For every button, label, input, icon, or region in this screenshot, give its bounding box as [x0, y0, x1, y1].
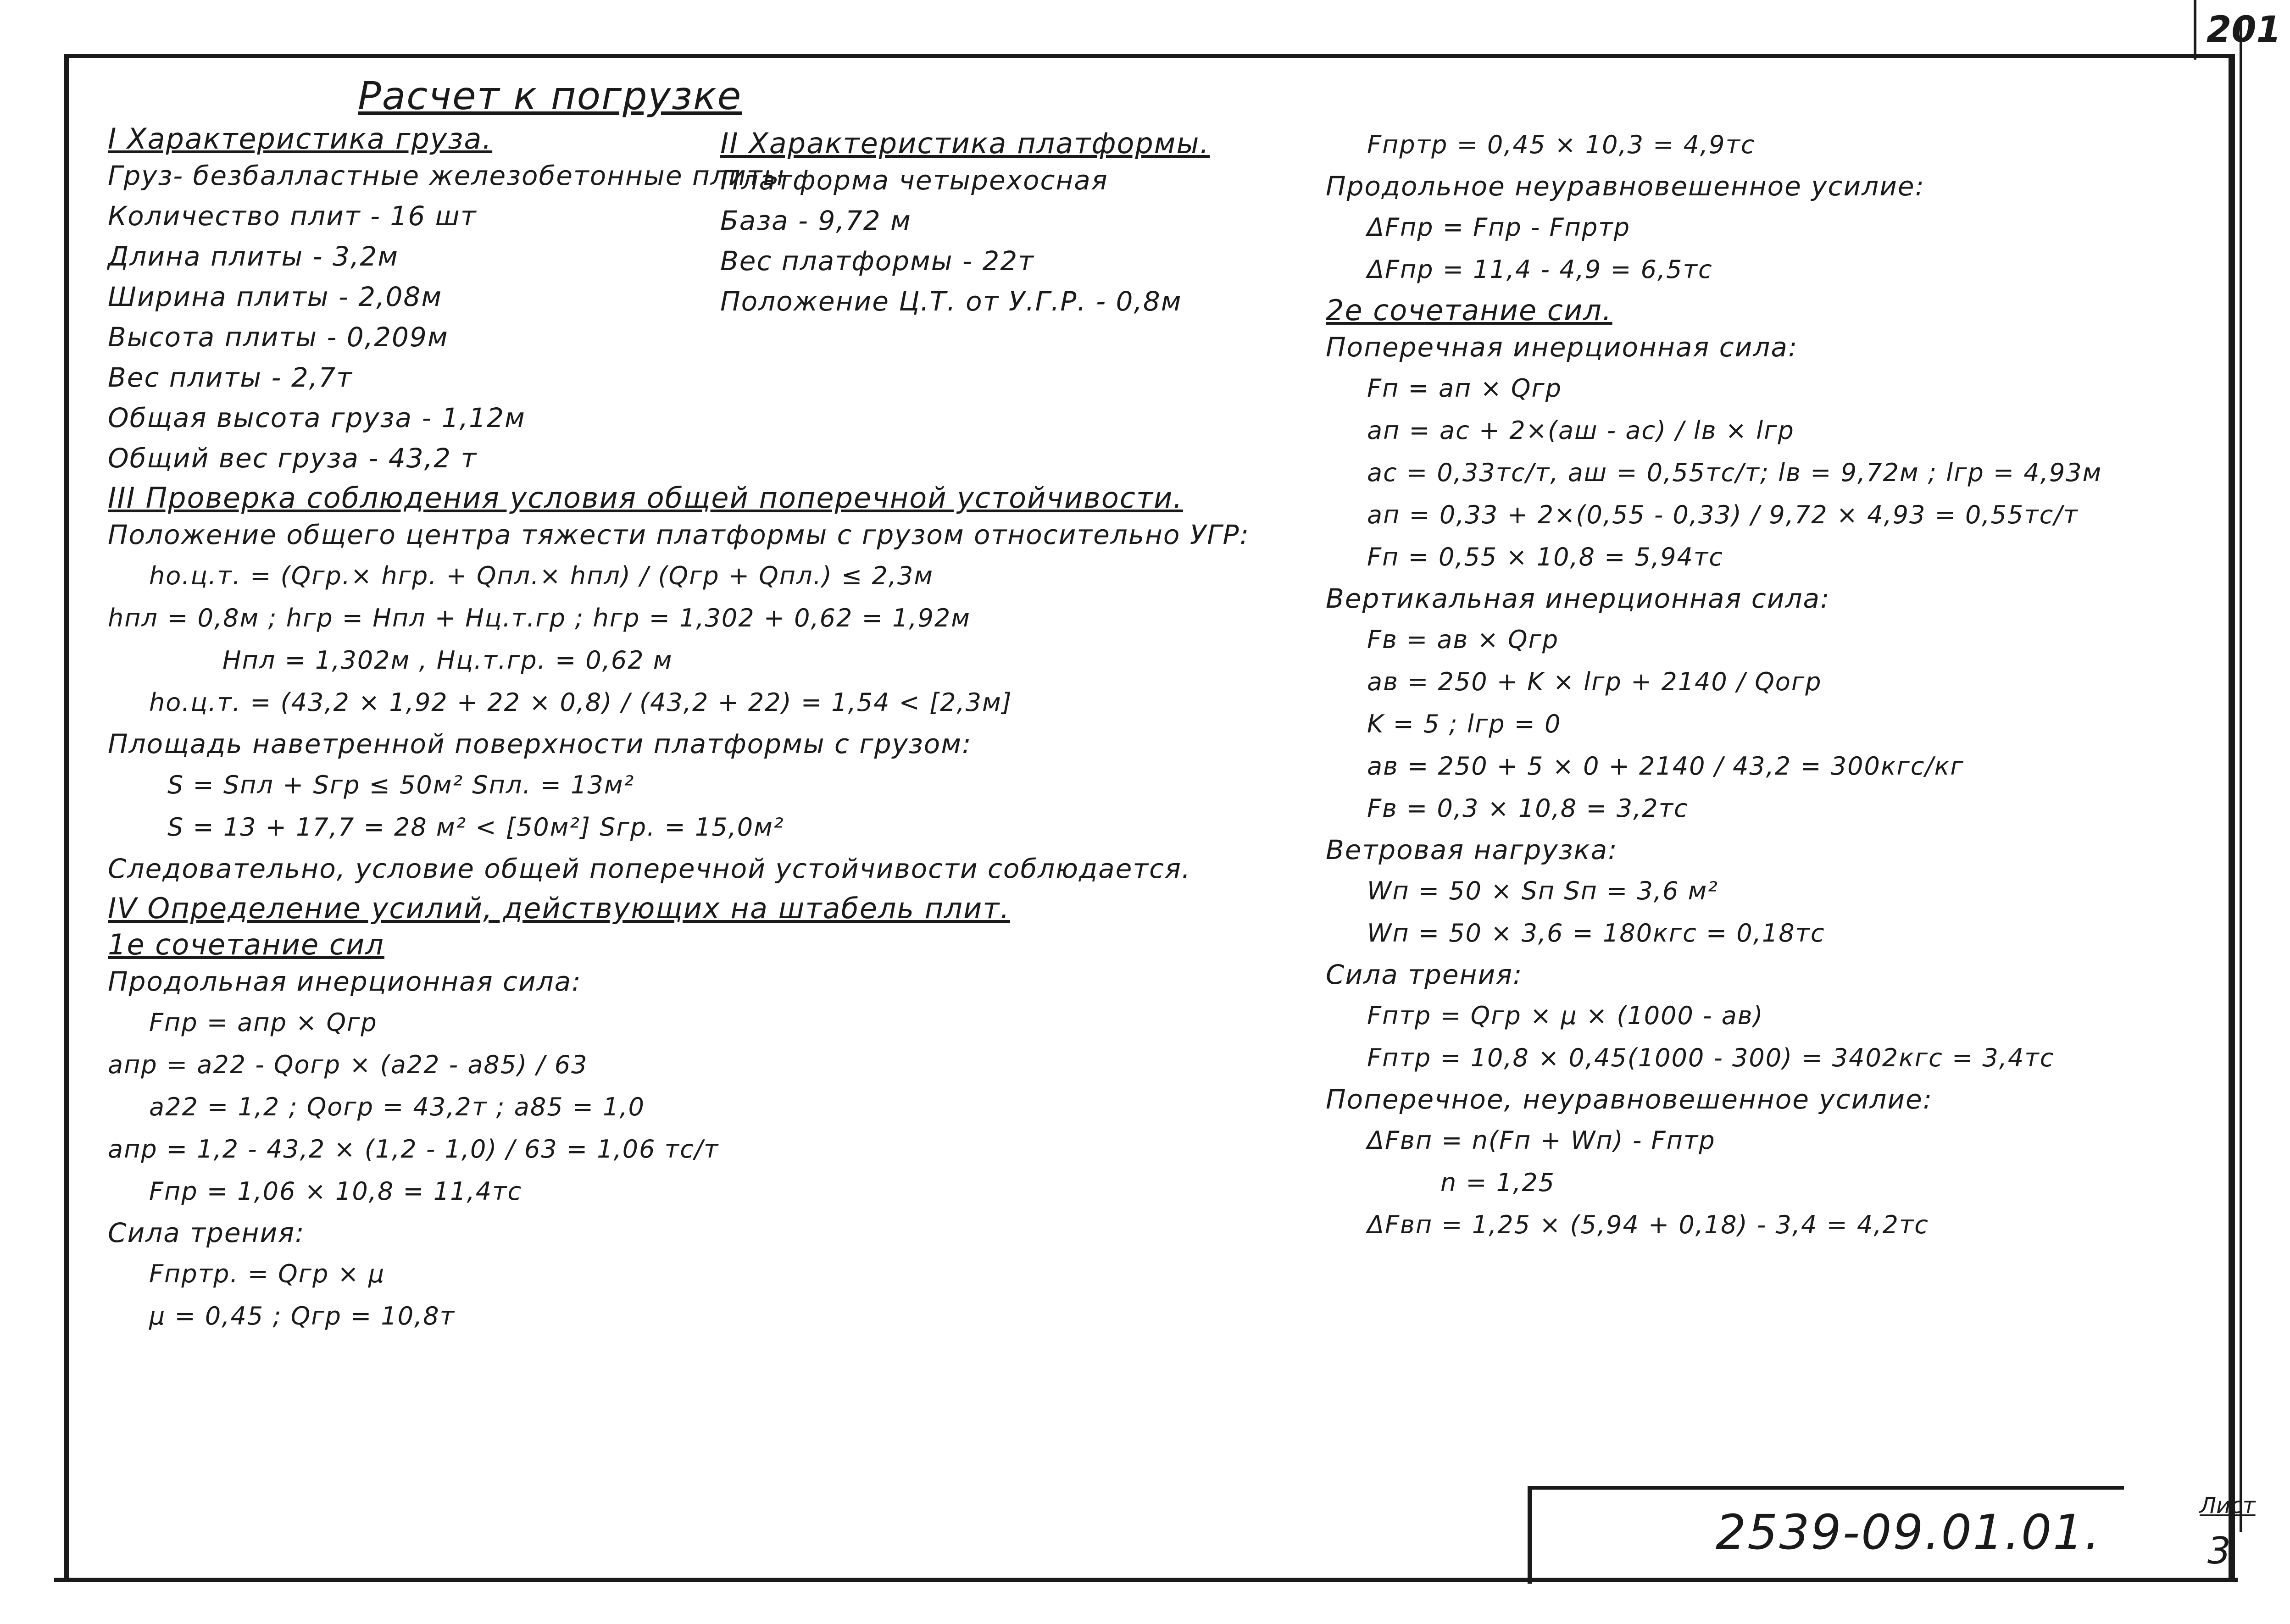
text-line: Общая высота груза - 1,12м: [108, 402, 526, 433]
formula-line: aпр = a22 - Qогр × (a22 - a85) / 63: [108, 1050, 588, 1079]
formula-line: Fптр = 10,8 × 0,45(1000 - 300) = 3402кгс = 3,4тс: [1367, 1043, 2055, 1072]
text-line: Сила трения:: [1326, 959, 1523, 990]
text-line: Платформа четырехосная: [720, 165, 1108, 196]
formula-line: aп = aс + 2×(aш - aс) / lв × lгр: [1367, 416, 1795, 445]
formula-line: Wп = 50 × 3,6 = 180кгс = 0,18тс: [1367, 919, 1825, 948]
text-line: Общий вес груза - 43,2 т: [108, 443, 478, 474]
formula-line: Fпртр = 0,45 × 10,3 = 4,9тс: [1367, 130, 1756, 159]
formula-line: Fпр = 1,06 × 10,8 = 11,4тс: [149, 1177, 522, 1206]
text-line: Груз- безбалластные железобетонные плиты: [108, 160, 785, 191]
formula-line: ΔFвп = n(Fп + Wп) - Fптр: [1367, 1126, 1716, 1155]
formula-line: μ = 0,45 ; Qгр = 10,8т: [149, 1302, 456, 1330]
text-line: Положение Ц.Т. от У.Г.Р. - 0,8м: [720, 286, 1182, 317]
section-heading: IV Определение усилий, действующих на штабель плит.: [108, 892, 1011, 925]
text-line: Следовательно, условие общей поперечной устойчивости соблюдается.: [108, 853, 1191, 884]
page-number: 201: [2207, 9, 2281, 50]
page-number-divider: [2194, 0, 2196, 60]
formula-line: Fпр = aпр × Qгр: [149, 1008, 378, 1037]
formula-line: hо.ц.т. = (43,2 × 1,92 + 22 × 0,8) / (43,2 + 22) = 1,54 < [2,3м]: [149, 688, 1012, 717]
text-line: Вертикальная инерционная сила:: [1326, 583, 1830, 614]
sheet-label: Лист: [2200, 1493, 2256, 1519]
formula-line: Fпртр. = Qгр × μ: [149, 1259, 385, 1288]
document-code: 2539-09.01.01.: [1716, 1504, 2101, 1560]
formula-line: hо.ц.т. = (Qгр.× hгр. + Qпл.× hпл) / (Qгр + Qпл.) ≤ 2,3м: [149, 561, 934, 590]
formula-line: K = 5 ; lгр = 0: [1367, 709, 1562, 738]
frame-top: [64, 54, 2234, 58]
formula-line: S = Sпл + Sгр ≤ 50м² Sпл. = 13м²: [167, 770, 635, 799]
formula-line: Hпл = 1,302м , Hц.т.гр. = 0,62 м: [222, 646, 673, 675]
text-line: Ветровая нагрузка:: [1326, 834, 1618, 865]
frame-right-outer: [2240, 18, 2242, 1532]
text-line: Продольная инерционная сила:: [108, 966, 582, 997]
text-line: Вес платформы - 22т: [720, 245, 1034, 277]
formula-line: aв = 250 + 5 × 0 + 2140 / 43,2 = 300кгс/кг: [1367, 752, 1964, 781]
section-heading: 2е сочетание сил.: [1326, 294, 1612, 327]
page-title: Расчет к погрузке: [358, 73, 742, 118]
formula-line: Fп = aп × Qгр: [1367, 374, 1562, 403]
formula-line: Wп = 50 × Sп Sп = 3,6 м²: [1367, 876, 1718, 905]
column-right: [1326, 124, 2225, 1246]
section-heading: 1е сочетание сил: [108, 928, 384, 961]
text-line: Вес плиты - 2,7т: [108, 362, 353, 393]
formula-line: aс = 0,33тс/т, aш = 0,55тс/т; lв = 9,72м ; lгр = 4,93м: [1367, 458, 2102, 487]
text-line: Продольное неуравновешенное усилие:: [1326, 171, 1925, 202]
column-middle: [720, 124, 1317, 321]
frame-left: [64, 54, 69, 1581]
text-line: Длина плиты - 3,2м: [108, 241, 399, 272]
formula-line: Fв = aв × Qгр: [1367, 625, 1559, 654]
text-line: Ширина плиты - 2,08м: [108, 281, 443, 312]
section-heading: II Характеристика платформы.: [720, 127, 1210, 160]
formula-line: Fв = 0,3 × 10,8 = 3,2тс: [1367, 794, 1689, 823]
text-line: Количество плит - 16 шт: [108, 200, 477, 232]
text-line: Положение общего центра тяжести платформы с грузом относительно УГР:: [108, 519, 1250, 550]
frame-right: [2229, 54, 2235, 1581]
formula-line: aв = 250 + K × lгр + 2140 / Qогр: [1367, 667, 1822, 696]
text-line: Высота плиты - 0,209м: [108, 321, 449, 353]
formula-line: a22 = 1,2 ; Qогр = 43,2т ; a85 = 1,0: [149, 1092, 645, 1121]
formula-line: S = 13 + 17,7 = 28 м² < [50м²] Sгр. = 15,0м²: [167, 813, 784, 842]
text-line: Сила трения:: [108, 1217, 305, 1248]
text-line: Поперечное, неуравновешенное усилие:: [1326, 1084, 1933, 1115]
formula-line: ΔFвп = 1,25 × (5,94 + 0,18) - 3,4 = 4,2тс: [1367, 1210, 1929, 1239]
formula-line: ΔFпр = 11,4 - 4,9 = 6,5тс: [1367, 255, 1713, 284]
text-line: Поперечная инерционная сила:: [1326, 332, 1798, 363]
formula-line: Fп = 0,55 × 10,8 = 5,94тс: [1367, 543, 1723, 571]
text-line: База - 9,72 м: [720, 205, 912, 236]
formula-line: aп = 0,33 + 2×(0,55 - 0,33) / 9,72 × 4,93 = 0,55тс/т: [1367, 500, 2079, 529]
formula-line: aпр = 1,2 - 43,2 × (1,2 - 1,0) / 63 = 1,06 тс/т: [108, 1135, 719, 1164]
formula-line: Fптр = Qгр × μ × (1000 - aв): [1367, 1001, 1764, 1030]
section-heading: III Проверка соблюдения условия общей поперечной устойчивости.: [108, 481, 1183, 515]
text-line: Площадь наветренной поверхности платформы с грузом:: [108, 728, 972, 759]
section-heading: I Характеристика груза.: [108, 122, 493, 155]
formula-line: hпл = 0,8м ; hгр = Hпл + Hц.т.гр ; hгр = 1,302 + 0,62 = 1,92м: [108, 604, 971, 632]
formula-line: ΔFпр = Fпр - Fпртр: [1367, 213, 1630, 242]
sheet-number: 3: [2207, 1530, 2231, 1572]
formula-line: n = 1,25: [1440, 1168, 1556, 1197]
